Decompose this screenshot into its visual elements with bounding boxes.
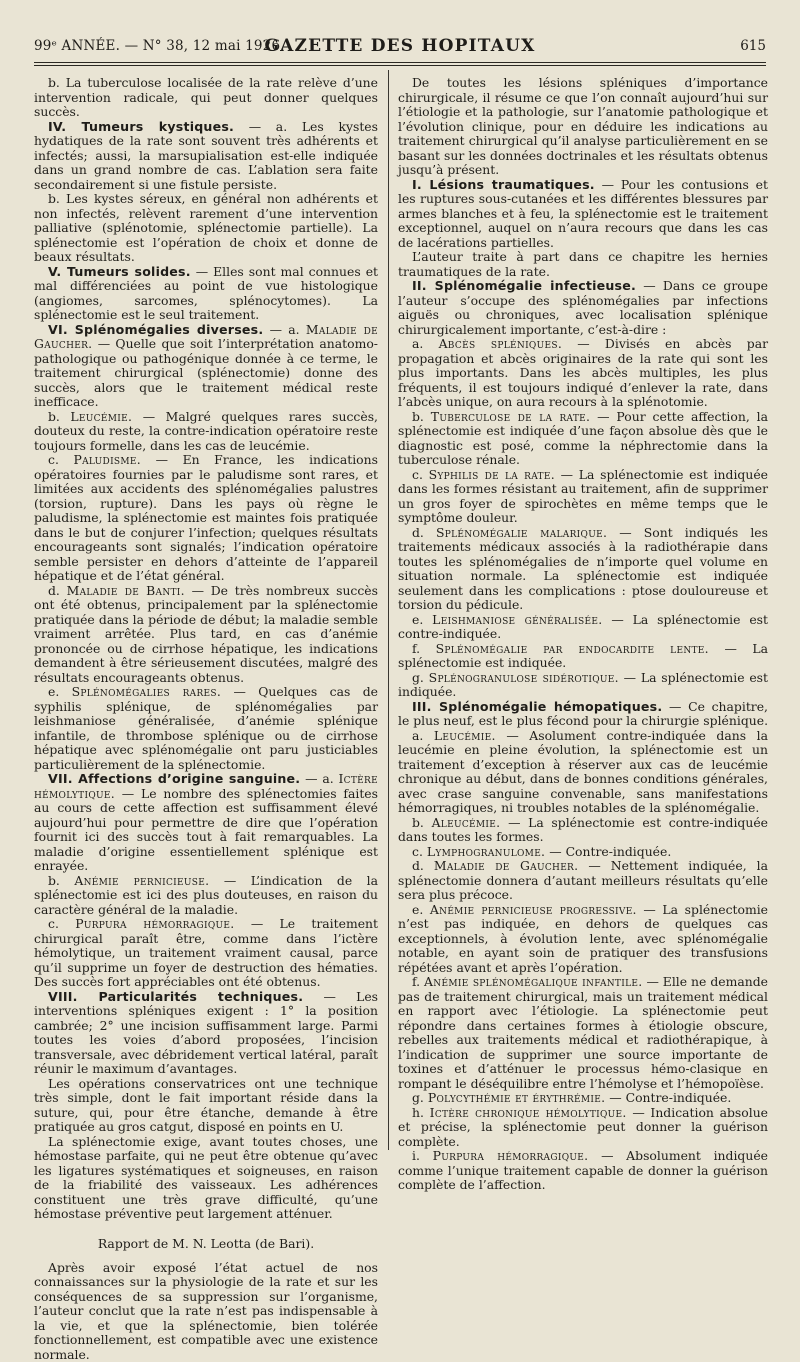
column-divider [388, 70, 389, 1150]
paragraph-text: — a. [263, 322, 306, 337]
paragraph-text: c. [412, 467, 429, 482]
page-number: 615 [740, 38, 766, 54]
paragraph [34, 685, 378, 772]
paragraph-text: — Elle ne demande pas de traitement chirurgical, mais un traitement médical en rapport avec l’étiologie. La splénectomie peut répondre dans certaines formes à étiologie obscure, rebelles aux traitements médical et radiothérapique, à l’indication de supprimer une source importante de toxines et d’atténuer le processus hémo-clasique en rompant le déséquilibre entre l’hémolyse et l’hémopoïèse. [398, 974, 768, 1091]
left-paragraphs [34, 76, 378, 1222]
paragraph-text: La splénectomie exige, avant toutes choses, une hémostase parfaite, qui ne peut être obtenue qu’avec les ligatures systématiques et soigneuses, en raison de la friabilité des vaisseaux. Les adhérences constituent une très grave difficulté, qu’une hémostase préventive peut largement atténuer. [34, 1134, 378, 1222]
subsection-label: Polycythémie et érythrémie. [428, 1090, 606, 1105]
paragraph-text: — a. [300, 771, 338, 786]
paragraph-text: b. [412, 815, 432, 830]
paragraph-text: — De très nombreux succès ont été obtenus, principalement par la splénectomie pratiquée dans la période de début; la maladie semble vraiment arrêtée. Plus tard, en cas d’anémie prononcée ou de cirrhose hépatique, les indications demandent à être sérieusement discutées, malgré des résultats encourageants obtenus. [34, 583, 378, 685]
paragraph [398, 671, 768, 700]
paragraph-text: f. [412, 974, 424, 989]
paragraph [34, 1261, 378, 1362]
paragraph [34, 584, 378, 686]
paragraph-text: — Malgré quelques rares succès, douteux du reste, la contre-indication opératoire reste toujours formelle, dans les cas de leucémie. [34, 409, 378, 453]
subsection-label: Anémie pernicieuse. [74, 873, 209, 888]
paragraph-text: — En France, les indications opératoires fournies par le paludisme sont rares, et limitées aux accidents des splénomégalies palustres (torsion, rupture). Dans les pays où règne le paludisme, la splénectomie est maintes fois pratiquée dans le but de conjurer l’infection; quelques résultats encourageants sont signalés; l’indication opératoire semble persister en dehors d’atteinte de l’appareil hépatique et de l’état général. [34, 452, 378, 583]
paragraph [398, 903, 768, 976]
paragraph [398, 1091, 768, 1106]
report-title: Rapport de M. N. Leotta (de Bari). [34, 1236, 378, 1251]
paragraph-text: f. [412, 641, 436, 656]
paragraph-text: — La splénectomie est indiquée dans les formes résistant au traitement, afin de supprimer un gros foyer de spirochètes en même temps que le symptôme douleur. [398, 467, 768, 526]
paragraph-text: — La splénectomie est contre-indiquée dans toutes les formes. [398, 815, 768, 845]
paragraph-text: — Elles sont mal connues et mal différenciées au point de vue histologique (angiomes, sarcomes, splénocytomes). La splénectomie est le seul traitement. [34, 264, 378, 323]
section-heading: IV. Tumeurs kystiques. [48, 119, 234, 134]
paragraph-text: — L’indication de la splénectomie est ici des plus douteuses, en raison du caractère général de la maladie. [34, 873, 378, 917]
paragraph [34, 192, 378, 265]
paragraph [398, 975, 768, 1091]
subsection-label: Maladie de Gaucher. [434, 858, 579, 873]
paragraph [398, 729, 768, 816]
paragraph [398, 279, 768, 337]
paragraph [398, 859, 768, 903]
paragraph [398, 613, 768, 642]
paragraph [34, 990, 378, 1077]
paragraph-text: — Le nombre des splénectomies faites au cours de cette affection est suffisamment élevé aujourd’hui pour permettre de dire que l’opération fournit ici des succès tout à fait remarquables. La maladie d’origine essentiellement splénique est enrayée. [34, 786, 378, 874]
subsection-label: Splénogranulose sidérotique. [429, 670, 619, 685]
paragraph [398, 410, 768, 468]
paragraph-text: — Absolument indiquée comme l’unique traitement capable de donner la guérison complète de l’affection. [398, 1148, 768, 1192]
paragraph-text: L’auteur traite à part dans ce chapitre les hernies traumatiques de la rate. [398, 249, 768, 279]
paragraph-text: b. [48, 409, 70, 424]
paragraph-text: c. [412, 844, 427, 859]
subsection-label: Leucémie. [70, 409, 132, 424]
subsection-label: Abcès spléniques. [439, 336, 563, 351]
paragraph-text: — Asolument contre-indiquée dans la leucémie en pleine évolution, la splénectomie est un traitement d’exception à réserver aux cas de leucémie chronique au début, dans de bonnes conditions générales, avec crase sanguine convenable, sans manifestations hémorragiques, ni troubles notables de la splénomégalie. [398, 728, 768, 816]
subsection-label: Splénomégalie malarique. [436, 525, 607, 540]
paragraph [398, 642, 768, 671]
page-header [34, 30, 766, 64]
paragraph-text: i. [412, 1148, 433, 1163]
paragraph [34, 874, 378, 918]
section-heading: III. Splénomégalie hémopatiques. [412, 699, 662, 714]
paragraph-text: c. [48, 452, 73, 467]
subsection-label: Splénomégalie par endocardite lente. [436, 641, 709, 656]
paragraph [398, 816, 768, 845]
issue-info: 99ᵉ ANNÉE. — N° 38, 12 mai 1926. [34, 38, 285, 54]
paragraph-text: — La splénectomie n’est pas indiquée, en dehors de quelques cas exceptionnels, à évolution lente, avec splénomégalie notable, en ayant soin de pratiquer des transfusions répétées avant et après l’opération. [398, 902, 768, 975]
paragraph [398, 1149, 768, 1193]
paragraph [34, 453, 378, 584]
paragraph [34, 1135, 378, 1222]
paragraph-text: a. [412, 728, 434, 743]
right-column [398, 76, 768, 1152]
paragraph-text: Les opérations conservatrices ont une technique très simple, dont le fait important réside dans la suture, qui, pour être étanche, demande à être pratiquée au gros catgut, disposé en points en U. [34, 1076, 378, 1135]
section-heading: II. Splénomégalie infectieuse. [412, 278, 636, 293]
left-after-paragraphs [34, 1261, 378, 1362]
subsection-label: Purpura hémorragique. [75, 916, 234, 931]
subsection-label: Tuberculose de la rate. [431, 409, 591, 424]
section-heading: I. Lésions traumatiques. [412, 177, 595, 192]
paragraph-text: — a. Les kystes hydatiques de la rate sont souvent très adhérents et infectés; aussi, la marsupialisation est-elle indiquée dans un grand nombre de cas. L’ablation sera faite secondairement si une fistule persiste. [34, 119, 378, 192]
paragraph-text: — La splénectomie est contre-indiquée. [398, 612, 768, 642]
paragraph [34, 410, 378, 454]
paragraph-text: — Contre-indiquée. [605, 1090, 731, 1105]
paragraph-text: g. [412, 1090, 428, 1105]
paragraph-text: b. [412, 409, 431, 424]
subsection-label: Anémie pernicieuse progressive. [430, 902, 637, 917]
subsection-label: Syphilis de la rate. [429, 467, 555, 482]
paragraph [34, 917, 378, 990]
paragraph-text: — Ce chapitre, le plus neuf, est le plus fécond pour la chirurgie splénique. [398, 699, 768, 729]
paragraph-text: d. [412, 525, 436, 540]
left-column [34, 76, 378, 1152]
paragraph [34, 772, 378, 874]
paragraph-text: g. [412, 670, 429, 685]
paragraph-text: Après avoir exposé l’état actuel de nos connaissances sur la physiologie de la rate et sur les conséquences de sa suppression sur l’organisme, l’auteur conclut que la rate n’est pas indispensable à la vie, et que la splénectomie, bien tolérée fonctionnellement, est compatible avec une existence normale. [34, 1260, 378, 1362]
paragraph [398, 845, 768, 860]
paragraph-text: — Dans ce groupe l’auteur s’occupe des splénomégalies par infections aiguës ou chroniques, avec localisation splénique chirurgicalement importante, c’est-à-dire : [398, 278, 768, 337]
paragraph-text: e. [412, 612, 432, 627]
section-heading: VII. Affections d’origine sanguine. [48, 771, 300, 786]
paragraph [398, 337, 768, 410]
right-paragraphs [398, 76, 768, 1193]
paragraph [34, 265, 378, 323]
paragraph-text: — La splénectomie est indiquée. [398, 641, 768, 671]
subsection-label: Splénomégalies rares. [72, 684, 221, 699]
subsection-label: Ictère hémolytique. [34, 771, 378, 801]
paragraph [398, 178, 768, 251]
paragraph-text: h. [412, 1105, 430, 1120]
header-rule-thin [34, 65, 766, 66]
paragraph-text: a. [412, 336, 439, 351]
paragraph-text: b. La tuberculose localisée de la rate relève d’une intervention radicale, qui peut donner quelques succès. [34, 75, 378, 119]
paragraph-text: — Le traitement chirurgical paraît être, comme dans l’ictère hémolytique, un traitement vraiment causal, parce qu’il supprime un foyer de destruction des hématies. Des succès fort appréciables ont été obtenus. [34, 916, 378, 989]
paragraph-text: d. [48, 583, 67, 598]
paragraph-text: d. [412, 858, 434, 873]
subsection-label: Leucémie. [434, 728, 496, 743]
paragraph [34, 1077, 378, 1135]
paragraph-text: — Quelques cas de syphilis splénique, de splénomégalies par leishmaniose généralisée, d’anémie splénique infantile, de thrombose splénique ou de cirrhose hépatique avec splénomégalie ont paru justiciables particulièrement de la splénectomie. [34, 684, 378, 772]
subsection-label: Lymphogranulome. [427, 844, 545, 859]
paragraph [34, 323, 378, 410]
paragraph [34, 76, 378, 120]
paragraph-text: e. [48, 684, 72, 699]
subsection-label: Leishmaniose généralisée. [432, 612, 602, 627]
subsection-label: Maladie de Banti. [67, 583, 185, 598]
paragraph-text: — Pour les contusions et les ruptures sous-cutanées et les différentes blessures par armes blanches et à feu, la splénectomie est le traitement exceptionnel, auquel on n’aura recours que dans les cas de lacérations partielles. [398, 177, 768, 250]
paragraph-text: b. Les kystes séreux, en général non adhérents et non infectés, relèvent rarement d’une intervention palliative (splénotomie, splénectomie partielle). La splénectomie est l’opération de choix et donne de beaux résultats. [34, 191, 378, 264]
section-heading: V. Tumeurs solides. [48, 264, 191, 279]
subsection-label: Maladie de Gaucher. [34, 322, 378, 352]
paragraph [398, 76, 768, 178]
paragraph-text: — Pour cette affection, la splénectomie est indiquée d’une façon absolue dès que le diagnostic est posé, comme la néphrectomie dans la tuberculose rénale. [398, 409, 768, 468]
subsection-label: Ictère chronique hémolytique. [430, 1105, 627, 1120]
paragraph-text: De toutes les lésions spléniques d’importance chirurgicale, il résume ce que l’on connaît aujourd’hui sur l’étiologie et la pathologie, sur l’anatomie pathologique et l’évolution clinique, pour en déduire les indications au traitement chirurgical qu’il analyse particulièrement en se basant sur les données doctrinales et les résultats obtenus jusqu’à présent. [398, 75, 768, 177]
paragraph-text: — La splénectomie est indiquée. [398, 670, 768, 700]
paragraph-text: c. [48, 916, 75, 931]
paragraph [398, 526, 768, 613]
paragraph-text: — Divisés en abcès par propagation et abcès originaires de la rate qui sont les plus importants. Dans les abcès multiples, les plus fréquents, il est toujours indiqué d’enlever la rate, dans l’abcès unique, on aura recours à la splénotomie. [398, 336, 768, 409]
publication-title: GAZETTE DES HOPITAUX [34, 36, 766, 56]
paragraph-text: — Indication absolue et précise, la splénectomie peut donner la guérison complète. [398, 1105, 768, 1149]
paragraph-text: — Les interventions spléniques exigent : 1° la position cambrée; 2° une incision suffisamment large. Parmi toutes les voies d’abord proposées, l’incision transversale, avec débridement vertical latéral, paraît réunir le maximum d’avantages. [34, 989, 378, 1077]
paragraph [398, 468, 768, 526]
subsection-label: Paludisme. [73, 452, 141, 467]
header-rule [34, 62, 766, 63]
subsection-label: Purpura hémorragique. [433, 1148, 589, 1163]
paragraph [34, 120, 378, 193]
paragraph-text: — Nettement indiquée, la splénectomie donnera d’autant meilleurs résultats qu’elle sera plus précoce. [398, 858, 768, 902]
section-heading: VI. Splénomégalies diverses. [48, 322, 263, 337]
section-heading: VIII. Particularités techniques. [48, 989, 303, 1004]
paragraph [398, 700, 768, 729]
paragraph-text: e. [412, 902, 430, 917]
paragraph-text: b. [48, 873, 74, 888]
paragraph-text: — Quelle que soit l’interprétation anatomo-pathologique ou pathogénique donnée à ce terme, le traitement chirurgical (splénectomie) donne des succès, alors que le traitement médical reste inefficace. [34, 336, 378, 409]
paragraph [398, 1106, 768, 1150]
subsection-label: Aleucémie. [432, 815, 501, 830]
paragraph-text: — Sont indiqués les traitements médicaux associés à la radiothérapie dans toutes les splénomégalies de n’importe quel volume en situation normale. La splénectomie est indiquée seulement dans les complications : ptose douloureuse et torsion du pédicule. [398, 525, 768, 613]
paragraph [398, 250, 768, 279]
subsection-label: Anémie splénomégalique infantile. [424, 974, 642, 989]
paragraph-text: — Contre-indiquée. [545, 844, 671, 859]
